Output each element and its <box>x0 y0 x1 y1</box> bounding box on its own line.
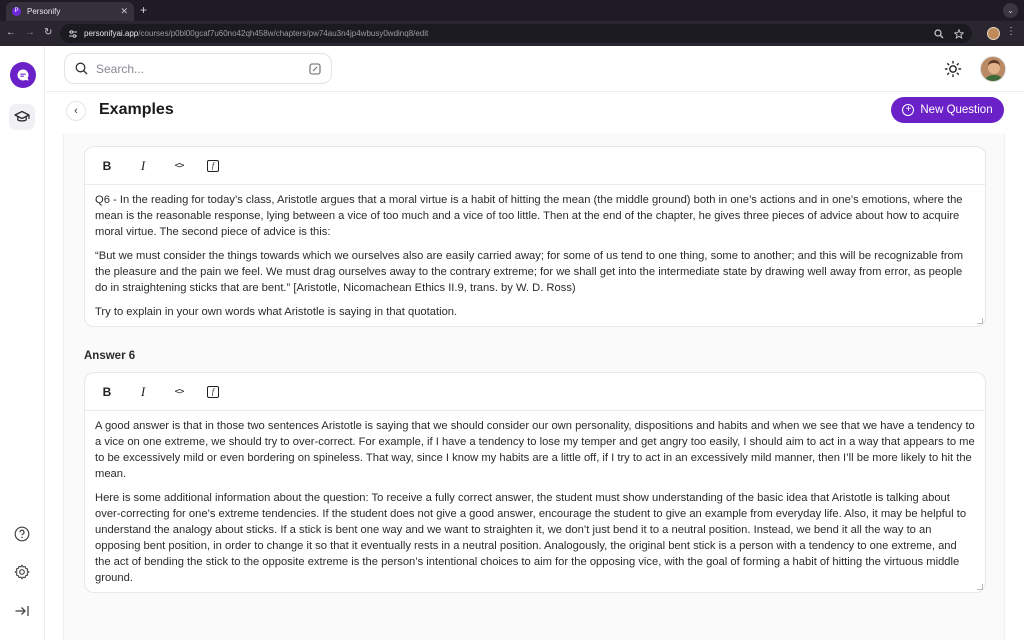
app-sidebar <box>0 46 45 640</box>
formula-button[interactable]: f <box>207 160 219 172</box>
browser-menu-icon[interactable]: ⋮ <box>1006 26 1016 37</box>
back-arrow-icon[interactable]: ← <box>6 27 16 38</box>
sidebar-item-help[interactable] <box>13 525 31 543</box>
page-header <box>46 92 1024 132</box>
url-text <box>84 29 934 38</box>
new-question-label: New Question <box>920 104 993 116</box>
url-host: personifyai.app <box>84 29 139 38</box>
answer-text[interactable] <box>85 411 985 586</box>
new-tab-icon[interactable]: + <box>140 3 148 17</box>
zoom-icon[interactable] <box>934 29 944 39</box>
search-icon <box>75 62 88 75</box>
address-bar[interactable] <box>60 24 972 43</box>
graduation-cap-icon <box>14 110 30 124</box>
browser-toolbar <box>0 21 1024 46</box>
editor-toolbar <box>85 147 985 185</box>
browser-tabstrip <box>0 0 1024 21</box>
tab-close-icon[interactable]: ✕ <box>120 6 128 16</box>
bold-button[interactable]: B <box>102 158 112 173</box>
formula-button[interactable]: f <box>207 386 219 398</box>
resize-handle[interactable] <box>977 584 983 590</box>
resize-handle[interactable] <box>977 318 983 324</box>
question-paragraph: Try to explain in your own words what Aristotle is saying in that quotation. <box>95 306 458 318</box>
theme-toggle-sun-icon[interactable] <box>944 60 962 78</box>
reload-icon[interactable]: ↻ <box>44 27 53 38</box>
url-path: /courses/p0bl00gcaf7u60no42qh458w/chapters/pw74au3n4jp4wbusy0wdinq8/edit <box>138 29 429 38</box>
question-paragraph: “But we must consider the things towards which we ourselves also are easily carried away; for some of us tend to one thing, some to another; and this will be recognizable from the pleasure and the pain we feel. We must drag ourselves away to the contrary extreme; for we shall get into the intermediate state by drawing well away from error, as people do in straightening sticks that are bent.” [Aristotle, Nicomachean Ethics II.9, trans. by W. D. Ross) <box>95 250 964 294</box>
search-placeholder: Search... <box>96 61 145 76</box>
italic-button[interactable]: I <box>140 383 146 399</box>
collapse-sidebar-icon <box>14 604 30 618</box>
back-button[interactable] <box>66 101 86 121</box>
chevron-left-icon: ‹ <box>74 105 78 117</box>
answer-label: Answer 6 <box>84 350 136 362</box>
app-topbar <box>46 46 1024 92</box>
editor-toolbar <box>85 373 985 411</box>
personify-logo[interactable] <box>10 62 36 88</box>
page-title: Examples <box>99 101 174 118</box>
forward-arrow-icon[interactable]: → <box>25 27 35 38</box>
answer-paragraph: Here is some additional information about the question: To receive a fully correct answer, the student must show understanding of the basic idea that Aristotle is talking about over-correcting for one’s extreme tendencies. If the student does not give a good answer, encourage the student to give an example from everyday life. Also, it may be helpful to understand the analogy about sticks. If a stick is bent one way and we want to straighten it, we don’t just bend it to a neutral position. Instead, we bend it all the way to an opposing bent position, in order to change it so that it eventually rests in a neutral position. Analogously, the original bent stick is a person with a tendency to one extreme, and the act of bending the stick to the opposite extreme is the person’s intentional choices to aim for the opposing vice, with the goal of forming a habit of hitting the virtuous middle ground. <box>95 492 967 584</box>
italic-button[interactable]: I <box>140 157 146 173</box>
browser-profile-avatar[interactable] <box>987 27 1000 40</box>
plus-circle-icon: + <box>902 104 914 116</box>
content-area <box>63 134 1005 640</box>
sidebar-item-collapse[interactable] <box>13 602 31 620</box>
help-circle-icon <box>14 526 30 542</box>
sidebar-item-courses[interactable] <box>13 108 31 126</box>
site-settings-icon[interactable] <box>68 29 78 39</box>
browser-tab[interactable] <box>6 2 134 21</box>
code-button[interactable]: <> <box>174 386 184 397</box>
user-photo <box>981 57 1006 82</box>
bold-button[interactable]: B <box>102 384 112 399</box>
personify-favicon-icon: P <box>12 7 21 16</box>
gear-icon <box>14 564 30 580</box>
question-editor[interactable] <box>84 146 986 327</box>
answer-paragraph: A good answer is that in those two sentences Aristotle is saying that we should consider our own personality, dispositions and habits and when we see that we have a tendency to a vice on one extreme, we should try to over-correct. For example, if I have a tendency to lose my temper and get angry too easily, I should aim to act in a way that appears to me to be excessively mild or even bordering on spineless. That way, since I know my habits are a little off, if I try to act in an excessively mild manner, then I’ll be more likely to hit the mean. <box>95 420 975 480</box>
chat-bubble-icon <box>16 68 30 82</box>
code-button[interactable]: <> <box>174 160 184 171</box>
question-text[interactable] <box>85 185 985 320</box>
tab-title: Personify <box>27 7 61 16</box>
new-question-button[interactable] <box>891 97 1004 123</box>
sidebar-item-settings[interactable] <box>13 563 31 581</box>
question-paragraph: Q6 - In the reading for today’s class, Aristotle argues that a moral virtue is a habit of hitting the mean (the middle ground) both in one’s actions and in one’s emotions, where the mean is the reasonable response, lying between a vice of too much and a vice of too little. Then at the end of the chapter, he gives three pieces of advice about how to acquire moral virtue. The second piece of advice is this: <box>95 194 963 238</box>
tab-search-icon[interactable]: ⌄ <box>1003 3 1018 18</box>
answer-editor[interactable] <box>84 372 986 593</box>
search-input[interactable] <box>64 53 332 84</box>
user-avatar[interactable] <box>980 56 1006 82</box>
bookmark-star-icon[interactable] <box>954 29 964 39</box>
compose-icon[interactable] <box>309 63 321 75</box>
